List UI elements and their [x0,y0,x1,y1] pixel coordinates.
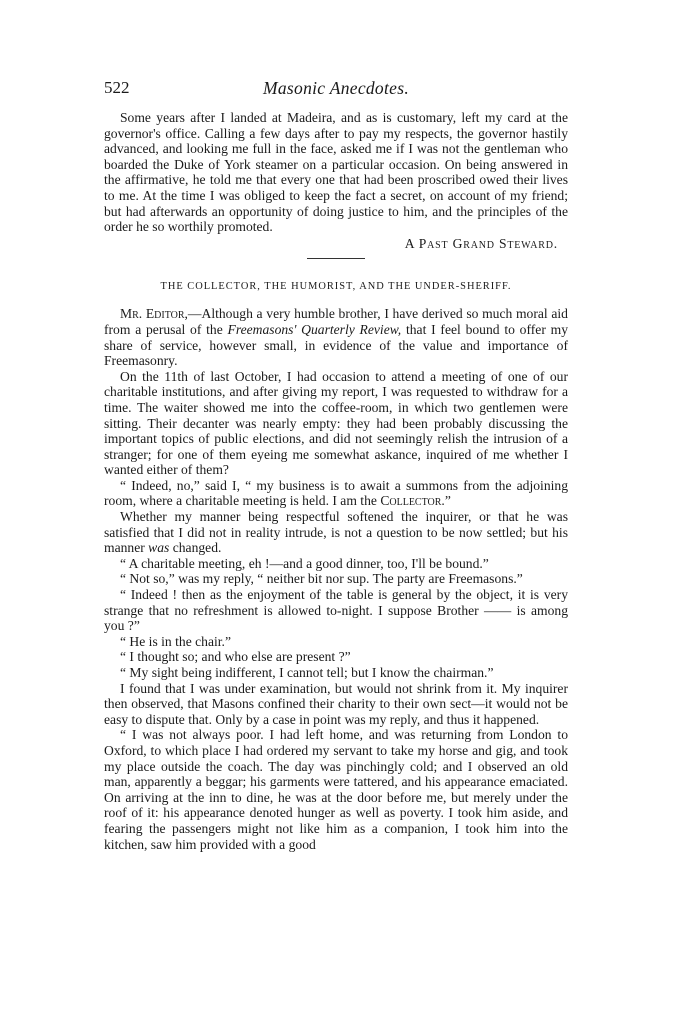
collector-emphasis: Collector. [380,493,445,509]
journal-title: Freemasons' Quarterly Review, [227,321,402,337]
paragraph-examination: I found that I was under examination, but would not shrink from it. My inquirer then observed, that Masons confined their charity to their own sect—it would not be easy to dispute that. Only by a case in point was my reply, and thus it happened. [104,680,568,727]
body-text [104,110,568,852]
paragraph-manner-changed [104,509,568,556]
page-number: 522 [104,78,130,97]
section-title: THE COLLECTOR, THE HUMORIST, AND THE UNDER-SHERIFF. [160,280,512,292]
paragraph-madeira: Some years after I landed at Madeira, and as is customary, left my card at the governor's office. Calling a few days after to pay my respects, the governor hastily advanced, and looking me full in the face, asked me if I was not the gentleman who boarded the Duke of York steamer on a particular occasion. On being answered in the affirmative, he told me that every one that had been proscribed owed their lives to me. At the time I was obliged to keep the fact a secret, on account of my friend; but had afterwards an opportunity of doing justice to him, and the principles of the order he so worthily promoted. [104,110,568,235]
paragraph-text: “ Indeed, no,” said I, “ my business is to await a summons from the adjoining room, where a charitable meeting is held. I am the [104,477,568,509]
salutation: Mr. Editor, [120,306,188,322]
paragraph-story: “ I was not always poor. I had left home, and was returning from London to Oxford, to which place I had ordered my servant to take my horse and gig, and took my place outside the coach. The day was pinchingly cold; and I observed an old man, apparently a beggar; his garments were tattered, and his appearance emaciated. On arriving at the inn to dine, he was at the door before me, but merely under the roof of it: his appearance denoted hunger as well as poverty. I took him aside, and fearing the passengers might not like him as a companion, I took him into the kitchen, saw him provided with a good [104,727,568,852]
signature: A Past Grand Steward. [404,235,558,251]
dialogue-line: “ Indeed ! then as the enjoyment of the table is general by the object, it is very strange that no refreshment is allowed to-night. I suppose Brother —— is among you ?” [104,587,568,634]
closing-quote: ” [444,493,451,509]
dialogue-line: “ He is in the chair.” [120,633,231,649]
dialogue-line: “ Not so,” was my reply, “ neither bit nor sup. The party are Freemasons.” [120,571,523,587]
running-title: Masonic Anecdotes. [262,78,409,98]
section-divider [307,258,365,259]
paragraph-text: —Although a very humble brother, I have derived so much moral aid from a perusal of the [104,306,568,337]
running-header [104,78,568,104]
dialogue-line: “ A charitable meeting, eh !—and a good dinner, too, I'll be bound.” [120,555,489,571]
paragraph-editor-letter [104,306,568,368]
paragraph-october-meeting: On the 11th of last October, I had occasion to attend a meeting of one of our charitable institutions, and after giving my report, I was requested to withdraw for a time. The waiter showed me into the coffee-room, in which two gentlemen were sitting. Their decanter was nearly empty: they had been probably discussing the important topics of public elections, and did not seemingly relish the intrusion of a stranger; for one of them eyeing me somewhat askance, inquired of me whether I wanted either of them? [104,368,568,478]
was-emphasis: was [148,540,170,556]
paragraph-text: that I feel bound to offer my share of service, however small, in evidence of the value and importance of Freemasonry. [104,321,568,369]
paragraph-text: Whether my manner being respectful softened the inquirer, or that he was satisfied that I did not in reality intrude, is not a question to be now settled; but his manner [104,509,568,556]
paragraph-text: changed. [169,540,222,556]
dialogue-line: “ I thought so; and who else are present ?” [120,649,351,665]
paragraph-collector-reply [104,478,568,509]
document-page [104,78,568,852]
dialogue-line: “ My sight being indifferent, I cannot tell; but I know the chairman.” [120,665,494,680]
